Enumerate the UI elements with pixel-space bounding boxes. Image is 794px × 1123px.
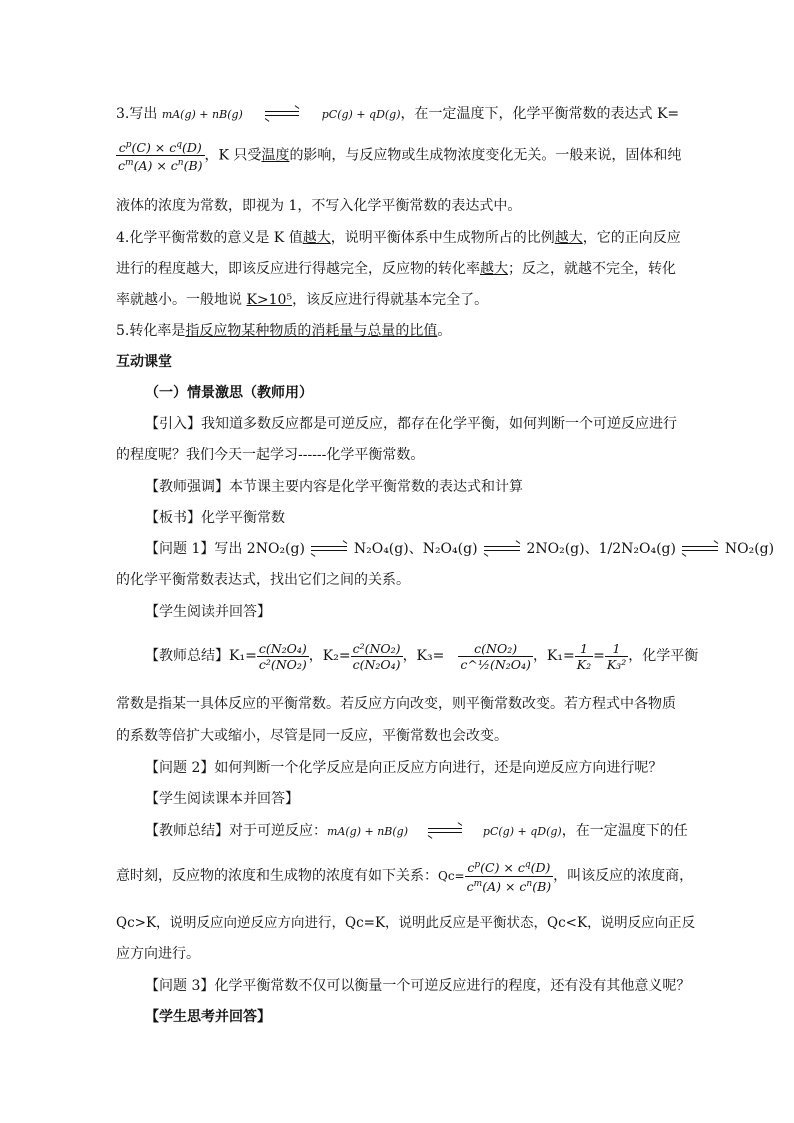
k3-den: c^½(N₂O₄) — [460, 656, 531, 672]
equilibrium-arrow-icon — [682, 545, 718, 553]
q1-line2: 的化学平衡常数表达式，找出它们之间的关系。 — [116, 572, 410, 588]
p3-line2 — [116, 138, 681, 173]
k3-fraction — [458, 641, 533, 672]
p4-l2a: 进行的程度越大，即该反应进行得越完全，反应物的转化率 — [116, 261, 480, 277]
k1-den: c²(NO₂) — [258, 656, 307, 672]
p4-u1: 越大 — [302, 230, 331, 246]
summary2-line2 — [116, 856, 693, 896]
q1-line1 — [145, 539, 774, 559]
summary1-label: 【教师总结】 — [145, 648, 229, 664]
p5-line — [116, 321, 451, 341]
ratio1-fraction — [575, 641, 593, 672]
student-answer-1: 【学生阅读并回答】 — [145, 604, 271, 620]
k2-num: c²(NO₂) — [352, 640, 401, 656]
p3-l2u: 温度 — [261, 147, 290, 164]
p4-c: ，它的正向反应 — [582, 230, 681, 246]
k-numerator: $c^p(C) \times c^q(D)$ — [118, 140, 202, 156]
p3-l2b: 的影响，与反应物或生成物浓度变化无关。一般来说，固体和纯 — [289, 147, 682, 164]
summary2-line1 — [145, 821, 688, 842]
ratio1-den: K₂ — [576, 656, 592, 672]
ratio1-num: 1 — [579, 640, 588, 656]
p3-l2a: ，K 只受 — [204, 147, 262, 164]
ratio2-fraction — [605, 641, 628, 672]
p4-l3b: ，该反应进行得就基本完全了。 — [292, 292, 489, 308]
k2-den: c(N₂O₄) — [352, 656, 401, 672]
intro-line1: 【引入】我知道多数反应都是可逆反应，都存在化学平衡，如何判断一个可逆反应进行 — [145, 416, 677, 432]
section-title: 互动课堂 — [116, 354, 172, 370]
k-denominator: $c^m(A) \times c^n(B)$ — [116, 155, 205, 173]
qc-fraction — [465, 858, 554, 893]
equilibrium-arrow-icon — [428, 827, 462, 835]
p5-u: 指反应物某种物质的消耗量与总量的比值 — [185, 323, 438, 339]
intro-line2: 的程度呢？我们今天一起学习------化学平衡常数。 — [116, 447, 425, 463]
equilibrium-arrow-icon — [265, 110, 299, 118]
q1-a: 【问题 1】写出 2NO₂(g) — [145, 541, 305, 557]
k1-fraction — [257, 641, 309, 672]
equilibrium-arrow-icon — [484, 545, 520, 553]
q1-c: 2NO₂(g)、1/2N₂O₄(g) — [526, 541, 676, 557]
k1-num: c(N₂O₄) — [258, 640, 307, 656]
ratio2-num: 1 — [612, 640, 621, 656]
student-answer-2: 【学生阅读课本并回答】 — [145, 791, 299, 807]
q1-d: NO₂(g) — [724, 541, 775, 557]
summary2-l2b: ，叫该反应的浓度商， — [553, 868, 694, 884]
p3-post: ，在一定温度下，化学平衡常数的表达式 K= — [400, 106, 680, 122]
k2-fraction — [351, 641, 403, 672]
ratio2-den: K₃² — [606, 656, 627, 672]
summary2-products: pC(g) + qD(g) — [482, 825, 562, 838]
p3-reactants: mA(g) + nB(g) — [161, 108, 243, 121]
board-note: 【板书】化学平衡常数 — [145, 510, 285, 526]
summary2-l2a: 意时刻，反应物的浓度和生成物的浓度有如下关系： — [116, 868, 438, 884]
summary2-reactants: mA(g) + nB(g) — [327, 825, 409, 838]
summary2-a: 【教师总结】对于可逆反应： — [145, 823, 327, 839]
summary2-b: ，在一定温度下的任 — [561, 823, 688, 839]
summary2-line3: Qc>K，说明反应向逆反应方向进行，Qc=K，说明此反应是平衡状态，Qc<K，说明反应向正反 — [116, 915, 696, 931]
qc-numerator: $c^p(C) \times c^q(D)$ — [467, 860, 551, 876]
equals-sign: = — [593, 648, 605, 664]
summary1-line3: 的系数等倍扩大或缩小，尽管是同一反应，平衡常数也会改变。 — [116, 728, 508, 744]
p3-line3: 液体的浓度为常数，即视为 1，不写入化学平衡常数的表达式中。 — [116, 198, 522, 214]
sub-title: （一）情景激思（教师用） — [145, 385, 313, 401]
k1b-label: ，K₁= — [532, 648, 575, 664]
k3-label: ，K₃= — [402, 648, 445, 664]
p5-a: 5.转化率是 — [116, 323, 186, 339]
question-3: 【问题 3】化学平衡常数不仅可以衡量一个可逆反应进行的程度，还有没有其他意义呢？ — [145, 978, 691, 994]
summary1-line2: 常数是指某一具体反应的平衡常数。若反应方向改变，则平衡常数改变。若方程式中各物质 — [116, 696, 676, 712]
k3-num: c(NO₂) — [474, 640, 518, 656]
question-2: 【问题 2】如何判断一个化学反应是向正反应方向进行，还是向逆反应方向进行呢？ — [145, 760, 663, 776]
q1-b: N₂O₄(g)、N₂O₄(g) — [353, 541, 478, 557]
p4-line2 — [116, 259, 676, 279]
p3-products: pC(g) + qD(g) — [321, 108, 401, 121]
k1-label: K₁= — [229, 648, 257, 664]
p4-l3a: 率就越小。一般地说 — [116, 292, 247, 308]
equilibrium-arrow-icon — [311, 545, 347, 553]
summary2-line4: 应方向进行。 — [116, 946, 200, 962]
k2-label: ，K₂= — [308, 648, 351, 664]
qc-label: Qc= — [438, 869, 465, 883]
p3-line1 — [116, 104, 679, 125]
p4-line1 — [116, 228, 681, 248]
summary1-line1 — [145, 634, 698, 678]
p4-l2b: ；反之，就越不完全，转化 — [508, 261, 676, 277]
p4-a: 4.化学平衡常数的意义是 K 值 — [116, 230, 303, 246]
k-expression-fraction — [116, 138, 205, 173]
p5-b: 。 — [437, 323, 452, 339]
p4-b: ，说明平衡体系中生成物所占的比例 — [330, 230, 555, 246]
p4-l3u: K>10⁵ — [246, 292, 293, 308]
p4-line3 — [116, 290, 488, 310]
teacher-emphasis: 【教师强调】本节课主要内容是化学平衡常数的表达式和计算 — [145, 479, 523, 495]
qc-denominator: $c^m(A) \times c^n(B)$ — [465, 876, 554, 894]
p4-u2: 越大 — [554, 230, 583, 246]
summary1-tail: ，化学平衡 — [628, 648, 699, 664]
student-answer-3: 【学生思考并回答】 — [145, 1009, 271, 1025]
p4-l2u: 越大 — [480, 261, 508, 277]
p3-pre: 3.写出 — [116, 106, 162, 122]
